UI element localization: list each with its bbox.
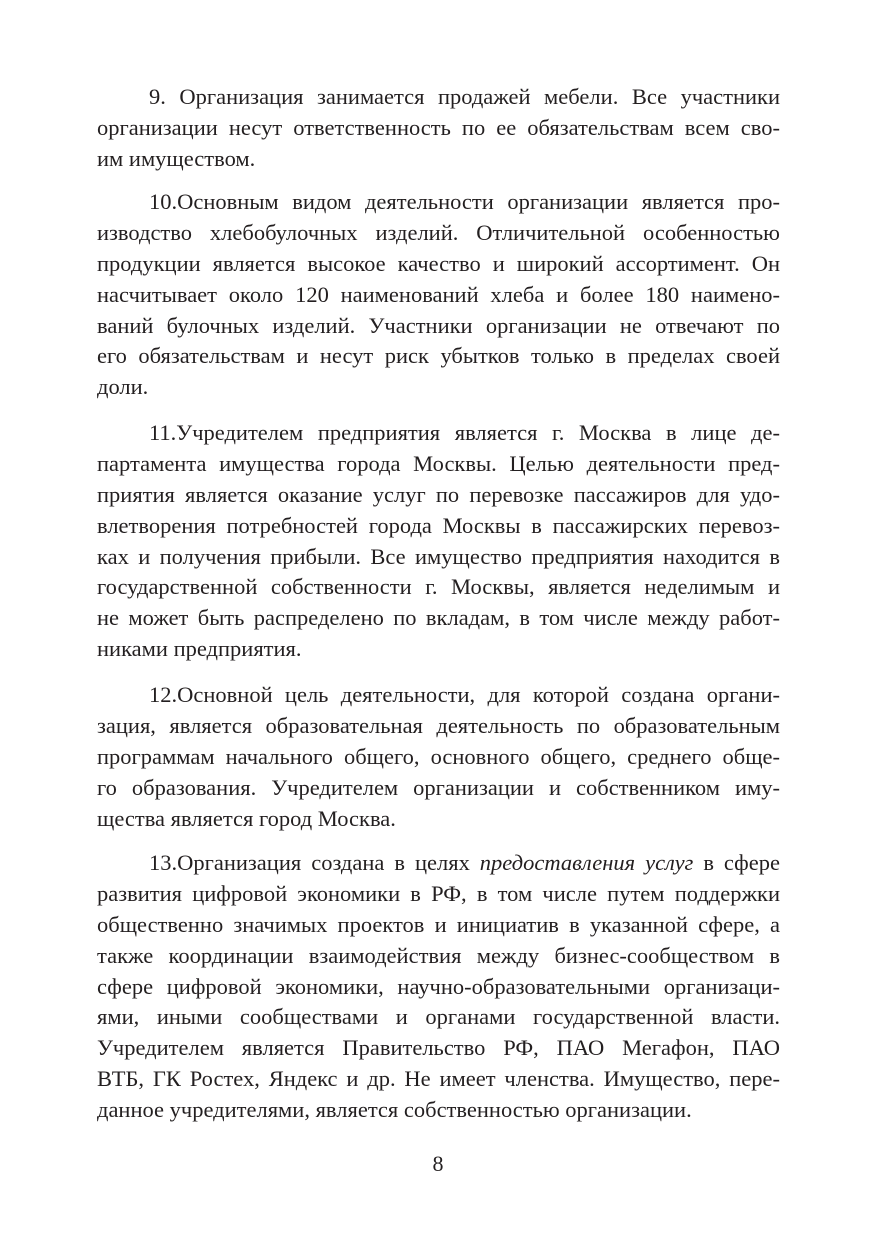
paragraph-line: ями, иными сообществами и органами государственной власти. bbox=[97, 1004, 780, 1030]
paragraph-line: также координации взаимодействия между бизнес-сообществом в bbox=[97, 942, 780, 968]
paragraph-line: щества является город Москва. bbox=[97, 805, 396, 831]
paragraph-line: изводство хлебобулочных изделий. Отличительной особенностью bbox=[97, 219, 780, 245]
paragraph-line: государственной собственности г. Москвы, является неделимым и bbox=[97, 574, 780, 600]
paragraph-line: не может быть распределено по вкладам, в том числе между работ- bbox=[97, 605, 780, 631]
paragraph-line: 9. Организация занимается продажей мебели. Все участники bbox=[97, 82, 780, 113]
paragraph-line: данное учредителями, является собственностью организации. bbox=[97, 1097, 692, 1123]
italic-phrase: предоставления услуг bbox=[479, 850, 694, 875]
paragraph-line: приятия является оказание услуг по перевозке пассажиров для удо- bbox=[97, 481, 780, 507]
paragraph-10 bbox=[97, 187, 780, 403]
paragraph-number: 12. bbox=[149, 682, 178, 707]
paragraph-line: насчитывает около 120 наименований хлеба и более 180 наимено- bbox=[97, 281, 780, 307]
paragraph-line: его обязательствам и несут риск убытков только в пределах своей bbox=[97, 343, 780, 369]
paragraph-number: 9. bbox=[149, 84, 166, 109]
paragraph-line: общественно значимых проектов и инициатив в указанной сфере, а bbox=[97, 911, 780, 937]
paragraph-line: сфере цифровой экономики, научно-образовательными организаци- bbox=[97, 973, 780, 999]
paragraph-line: никами предприятия. bbox=[97, 636, 302, 662]
paragraph-line: развития цифровой экономики в РФ, в том числе путем поддержки bbox=[97, 880, 780, 906]
paragraph-line: программам начального общего, основного общего, среднего обще- bbox=[97, 743, 780, 769]
paragraph-line: влетворения потребностей города Москвы в пассажирских перевоз- bbox=[97, 512, 780, 538]
paragraph-number: 13. bbox=[149, 850, 178, 875]
paragraph-line: 13.Организация создана в целях предоставления услуг в сфере bbox=[97, 848, 780, 879]
paragraph-11 bbox=[97, 418, 780, 665]
paragraph-line: 12.Основной цель деятельности, для которой создана органи- bbox=[97, 680, 780, 711]
paragraph-12 bbox=[97, 680, 780, 834]
paragraph-number: 11. bbox=[149, 420, 177, 445]
page-number: 8 bbox=[432, 1151, 444, 1176]
paragraph-13 bbox=[97, 848, 780, 1126]
paragraph-9 bbox=[97, 82, 780, 175]
paragraph-line: ВТБ, ГК Ростех, Яндекс и др. Не имеет членства. Имущество, пере- bbox=[97, 1066, 780, 1092]
paragraph-number: 10. bbox=[149, 189, 178, 214]
paragraph-line: 11.Учредителем предприятия является г. Москва в лице де- bbox=[97, 418, 780, 449]
paragraph-line: Учредителем является Правительство РФ, ПАО Мегафон, ПАО bbox=[97, 1035, 780, 1061]
paragraph-line: ваний булочных изделий. Участники организации не отвечают по bbox=[97, 312, 780, 338]
paragraph-line: зация, является образовательная деятельность по образовательным bbox=[97, 712, 780, 738]
paragraph-line: им имуществом. bbox=[97, 145, 256, 171]
paragraph-line: продукции является высокое качество и широкий ассортимент. Он bbox=[97, 250, 780, 276]
paragraph-line: го образования. Учредителем организации и собственником иму- bbox=[97, 774, 780, 800]
paragraph-line: ках и получения прибыли. Все имущество предприятия находится в bbox=[97, 543, 780, 569]
paragraph-line: 10.Основным видом деятельности организации является про- bbox=[97, 187, 780, 218]
paragraph-line: доли. bbox=[97, 374, 149, 400]
paragraph-line: организации несут ответственность по ее обязательствам всем сво- bbox=[97, 114, 780, 140]
paragraph-line: партамента имущества города Москвы. Целью деятельности пред- bbox=[97, 450, 780, 476]
